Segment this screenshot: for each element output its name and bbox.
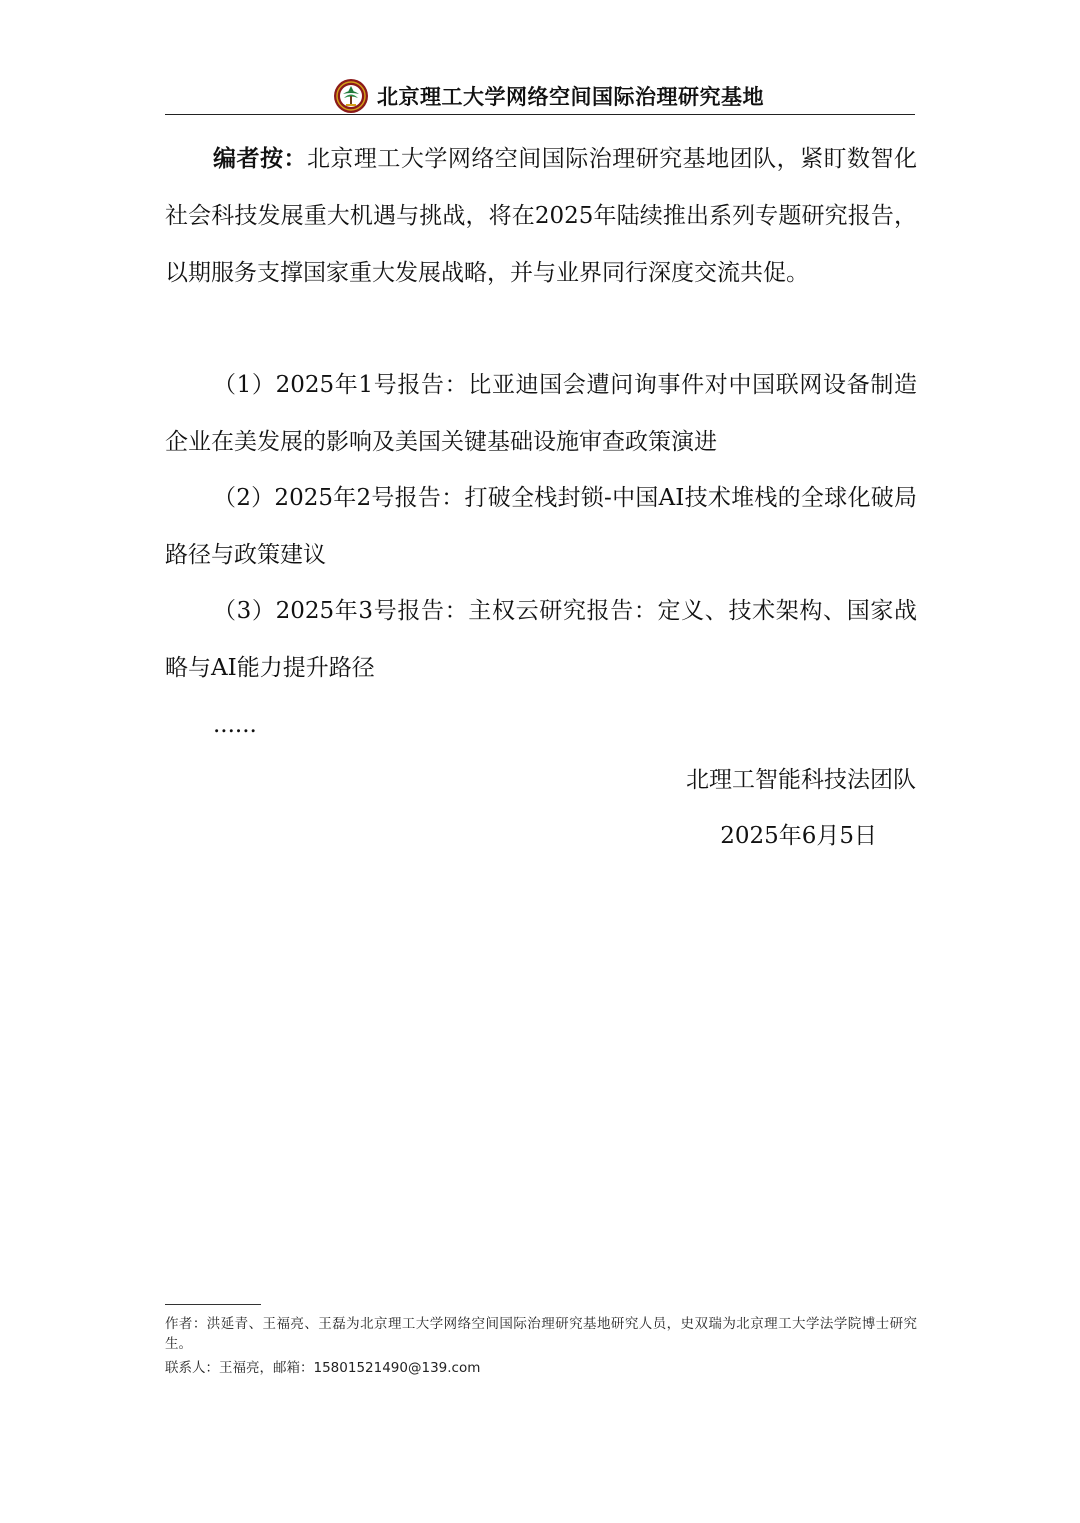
report-item	[165, 470, 917, 584]
report-item	[165, 583, 917, 697]
report-item-text: （1）2025年1号报告：比亚迪国会遭问询事件对中国联网设备制造企业在美发展的影响及美国关键基础设施审查政策演进	[165, 372, 917, 455]
report-item	[165, 357, 917, 471]
header-inner	[333, 78, 764, 114]
ellipsis-text: ......	[213, 712, 257, 738]
report-item-text: （2）2025年2号报告：打破全栈封锁-中国AI技术堆栈的全球化破局路径与政策建议	[165, 485, 917, 568]
university-seal-logo-icon	[333, 78, 369, 114]
signature-date: 2025年6月5日	[720, 823, 877, 849]
editor-note-label: 编者按：	[213, 145, 307, 172]
report-item-text: （3）2025年3号报告：主权云研究报告：定义、技术架构、国家战略与AI能力提升路径	[165, 598, 917, 681]
footnote-divider	[165, 1304, 261, 1305]
signature-team: 北理工智能科技法团队	[686, 767, 916, 793]
header-title: 北京理工大学网络空间国际治理研究基地	[377, 85, 764, 109]
editor-note	[165, 130, 917, 302]
continuation-ellipsis	[165, 697, 917, 754]
editor-note-paragraph	[165, 130, 917, 302]
page-header	[165, 72, 915, 115]
footnote-authors: 作者：洪延青、王福亮、王磊为北京理工大学网络空间国际治理研究基地研究人员，史双瑞为北京理工大学法学院博士研究生。	[165, 1316, 917, 1352]
footnote-contact: 联系人：王福亮，邮箱：15801521490@139.com	[165, 1360, 481, 1376]
editor-note-text: 北京理工大学网络空间国际治理研究基地团队，紧盯数智化社会科技发展重大机遇与挑战，将在2025年陆续推出系列专题研究报告，以期服务支撑国家重大发展战略，并与业界同行深度交流共促。	[165, 146, 918, 286]
